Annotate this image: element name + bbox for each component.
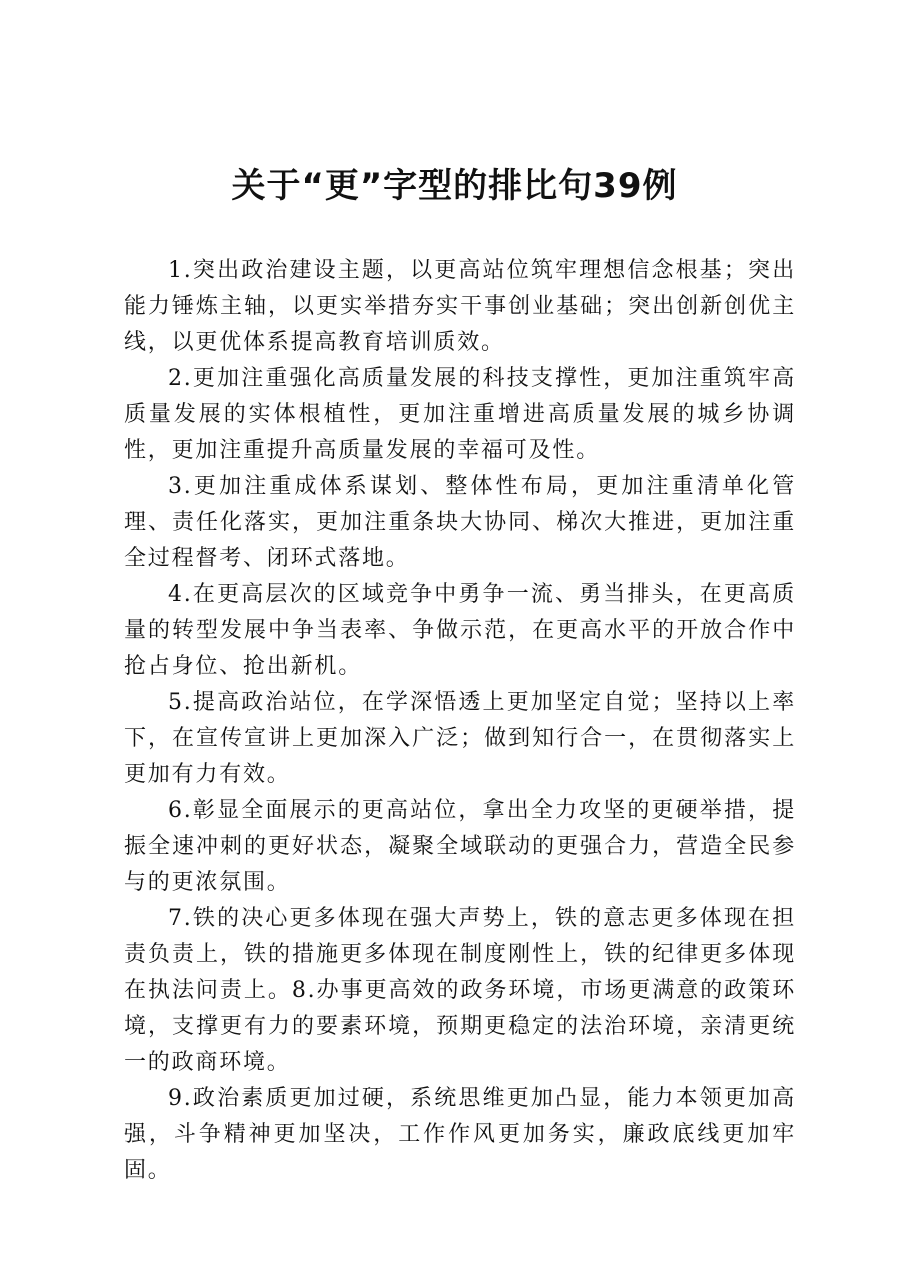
paragraph-6: 6.彰显全面展示的更高站位，拿出全力攻坚的更硬举措，提振全速冲刺的更好状态，凝聚全域联动的更强合力，营造全民参与的更浓氛围。: [124, 798, 796, 895]
paragraph-1: 1.突出政治建设主题，以更高站位筑牢理想信念根基；突出能力锤炼主轴，以更实举措夯实干事创业基础；突出创新创优主线，以更优体系提高教育培训质效。: [124, 258, 796, 355]
paragraph-3: 3.更加注重成体系谋划、整体性布局，更加注重清单化管理、责任化落实，更加注重条块大协同、梯次大推进，更加注重全过程督考、闭环式落地。: [124, 474, 796, 571]
paragraph-4: 4.在更高层次的区域竞争中勇争一流、勇当排头，在更高质量的转型发展中争当表率、争做示范，在更高水平的开放合作中抢占身位、抢出新机。: [124, 582, 796, 679]
paragraph-5: 5.提高政治站位，在学深悟透上更加坚定自觉；坚持以上率下，在宣传宣讲上更加深入广泛；做到知行合一，在贯彻落实上更加有力有效。: [124, 690, 796, 787]
document-body: [124, 253, 796, 1189]
paragraph-2: 2.更加注重强化高质量发展的科技支撑性，更加注重筑牢高质量发展的实体根植性，更加注重增进高质量发展的城乡协调性，更加注重提升高质量发展的幸福可及性。: [124, 366, 796, 463]
document-title: 关于“更”字型的排比句39例: [231, 166, 678, 206]
paragraph-7-8: 7.铁的决心更多体现在强大声势上，铁的意志更多体现在担责负责上，铁的措施更多体现在制度刚性上，铁的纪律更多体现在执法问责上。8.办事更高效的政务环境，市场更满意的政策环境，支撑更有力的要素环境，预期更稳定的法治环境，亲清更统一的政商环境。: [124, 906, 796, 1075]
paragraph-9: 9.政治素质更加过硬，系统思维更加凸显，能力本领更加高强，斗争精神更加坚决，工作作风更加务实，廉政底线更加牢固。: [124, 1086, 796, 1183]
